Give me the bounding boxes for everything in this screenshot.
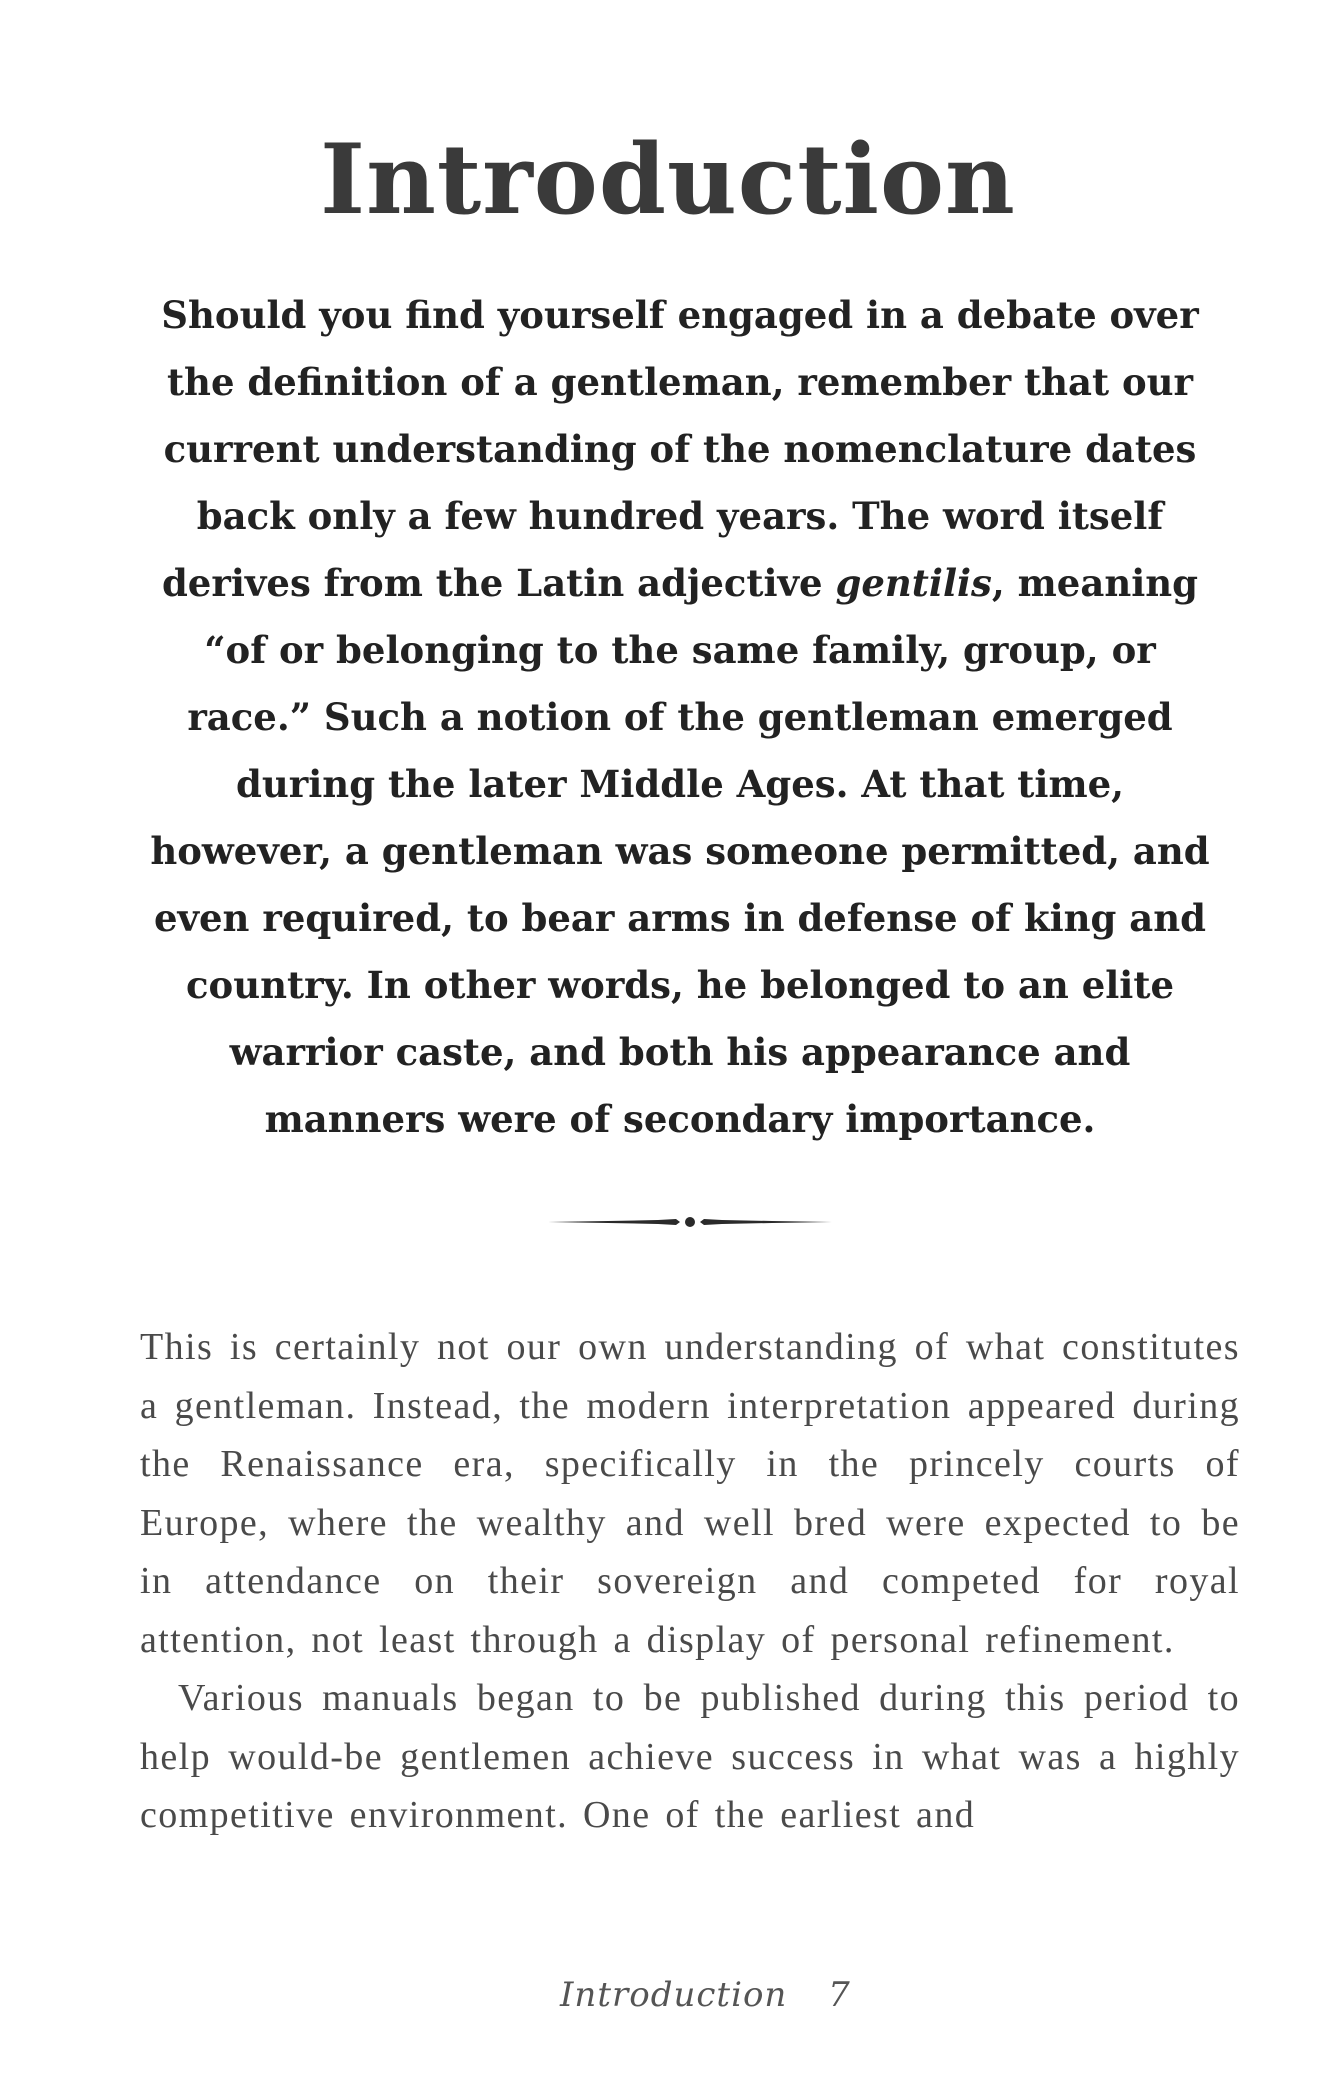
page-number: 7 — [828, 1975, 850, 2015]
intro-paragraph — [140, 282, 1220, 1153]
body-text — [140, 1318, 1240, 1845]
intro-text-end: , meaning “of or belonging to the same family, group, or race.” Such a notion of the gentleman emerged during the later Middle Ages. At that time, however, a gentleman was someone permitted, and even required, to bear arms in defense of king and country. In other words, he belonged to an elite warrior caste, and both his appearance and manners were of secondary importance. — [150, 561, 1210, 1141]
body-paragraph-2: Various manuals began to be published during this period to help would-be gentlemen achieve success in what was a highly competitive environment. One of the earliest and — [140, 1677, 1240, 1836]
flourish-divider-icon — [548, 1210, 832, 1234]
chapter-title: Introduction — [320, 123, 1016, 236]
intro-text-start: Should you find yourself engaged in a debate over the definition of a gentleman, remember that our current understanding of the nomenclature dates back only a few hundred years. The word itself derives from the Latin adjective — [161, 293, 1199, 605]
latin-term: gentilis — [835, 561, 992, 605]
body-paragraph-1: This is certainly not our own understanding of what constitutes a gentleman. Instead, the modern interpretation appeared during the Renaissance era, specifically in the princely courts of Europe, where the wealthy and well bred were expected to be in attendance on their sovereign and competed for royal attention, not least through a display of personal refinement. — [140, 1326, 1240, 1661]
page-footer — [560, 1975, 860, 2035]
running-head: Introduction — [560, 1975, 788, 2015]
